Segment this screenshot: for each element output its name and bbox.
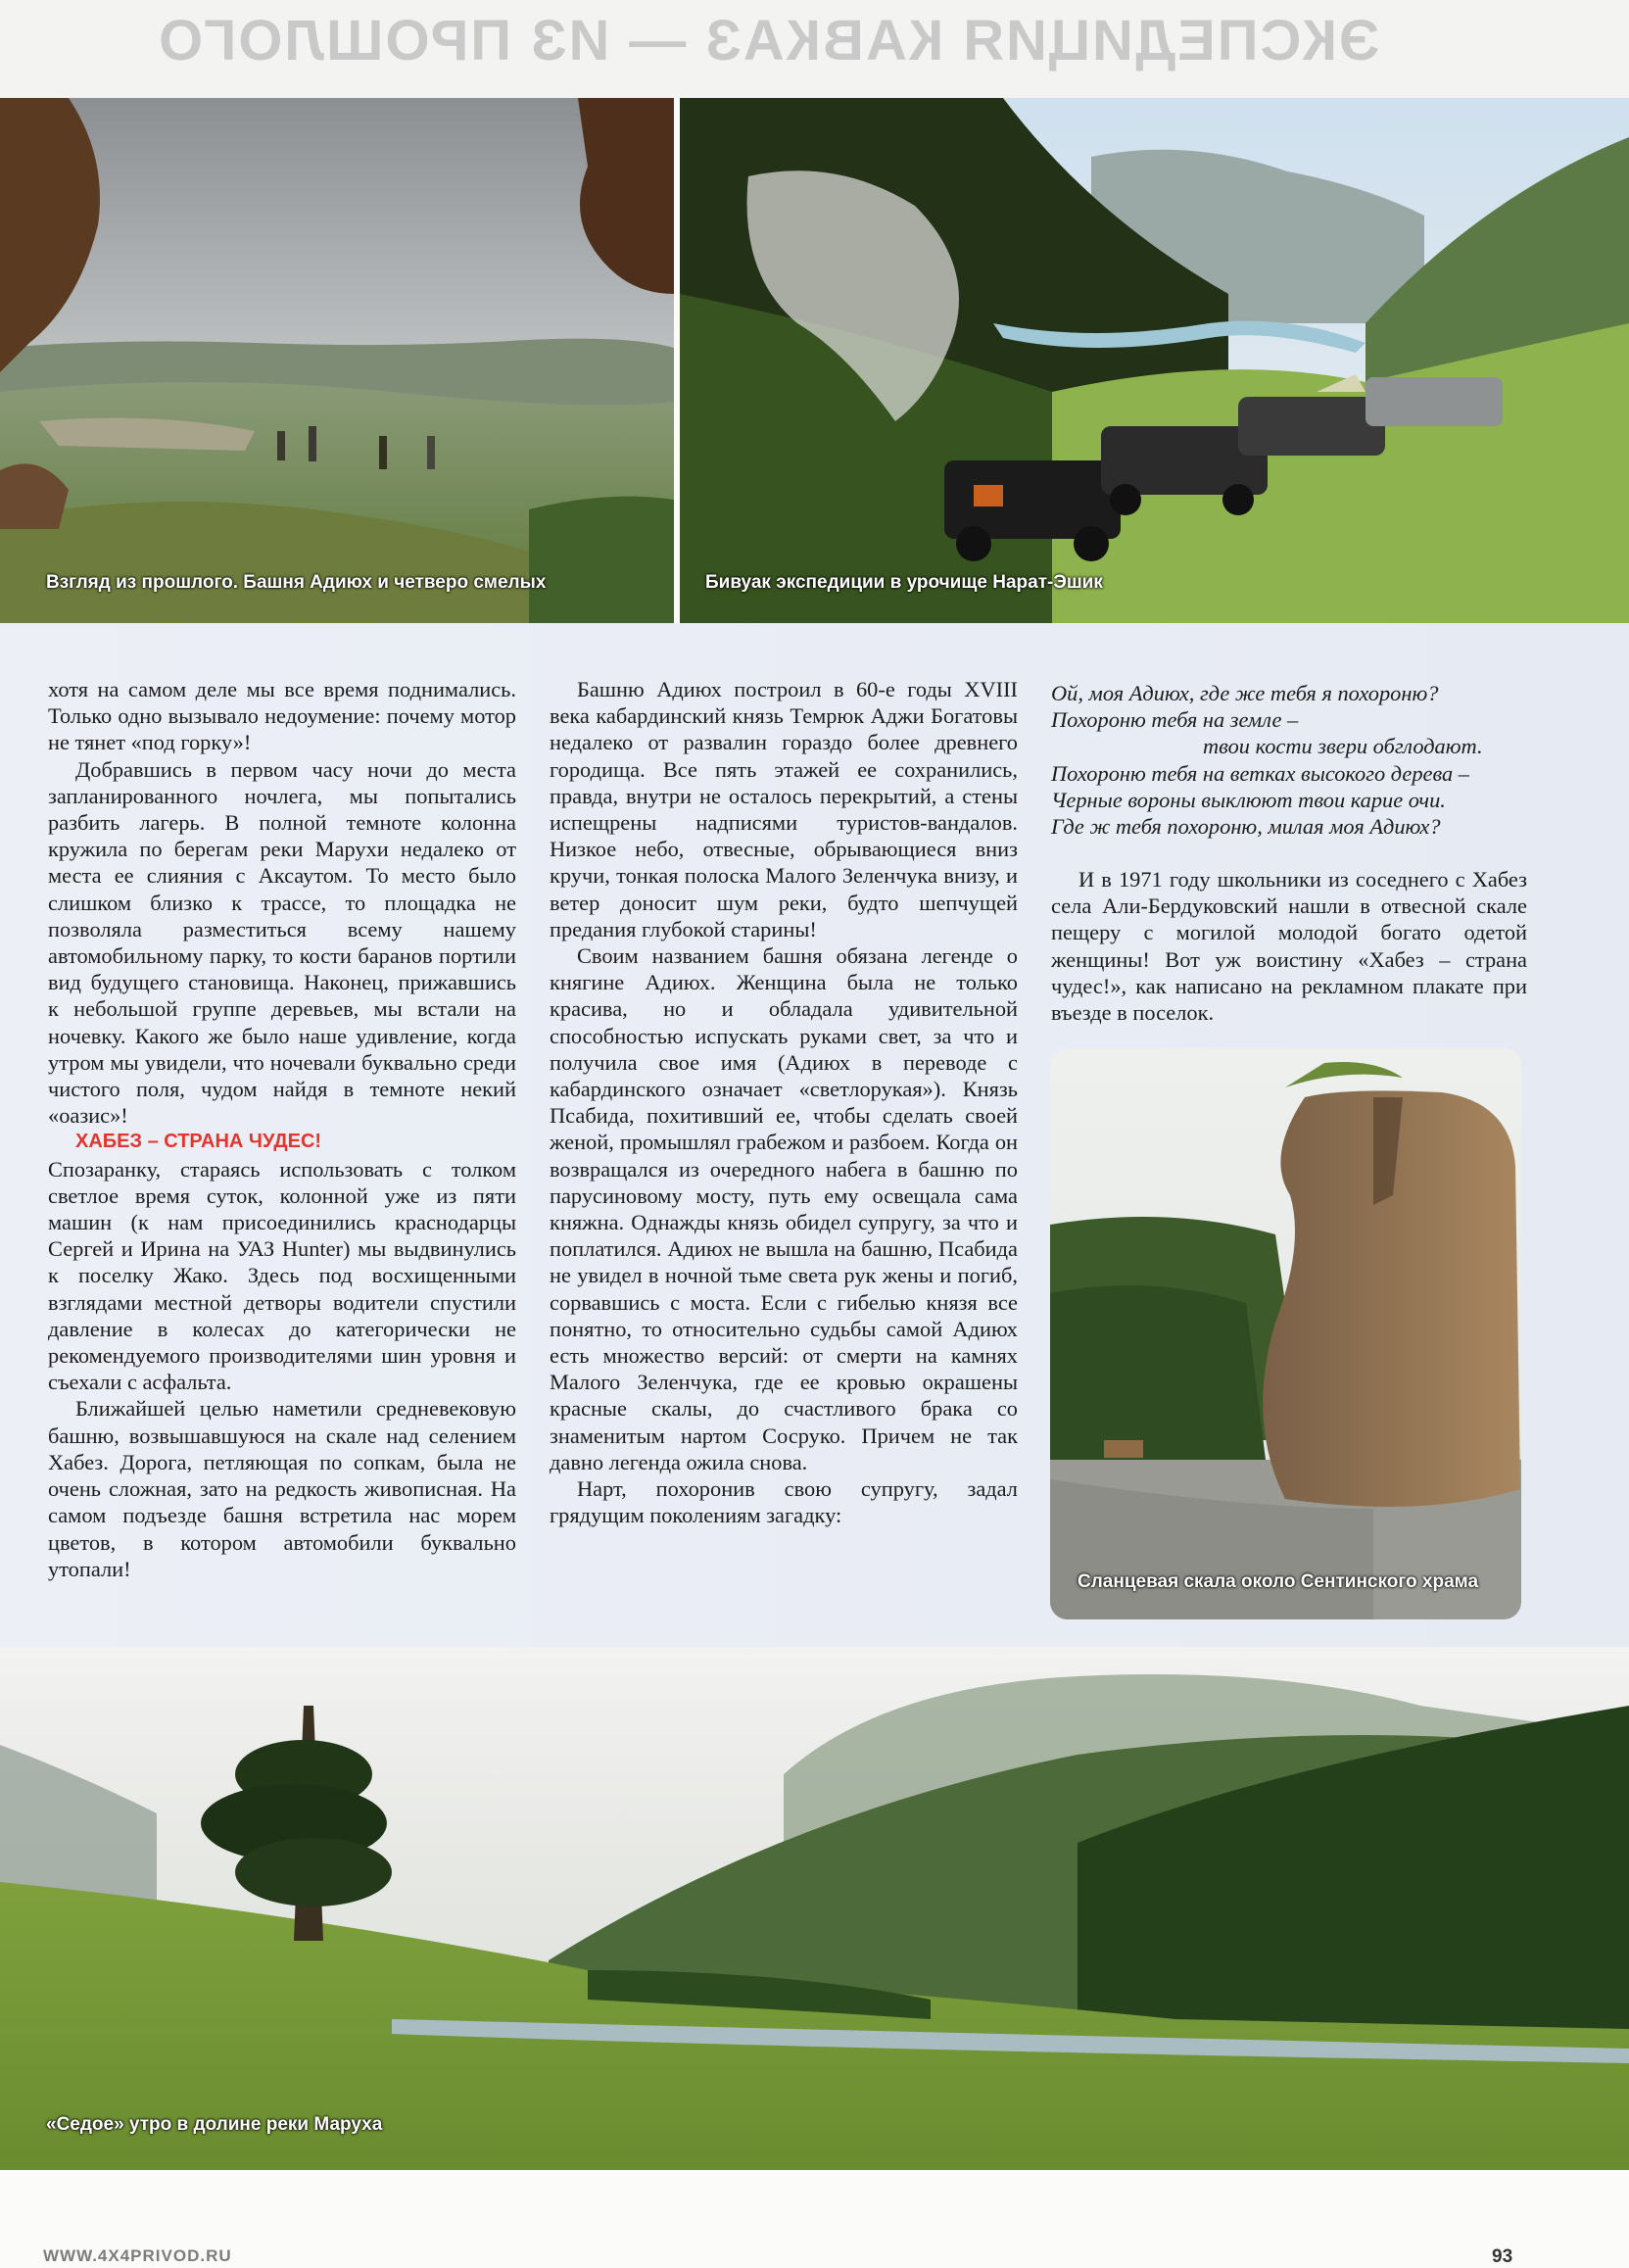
poem-line: Ой, моя Адиюх, где же тебя я похороню? xyxy=(1051,681,1439,705)
section-subheading: ХАБЕЗ – СТРАНА ЧУДЕС! xyxy=(75,1131,322,1153)
photo-tower-view xyxy=(0,98,674,623)
photo-caption: Взгляд из прошлого. Башня Адиюх и четверо смелых xyxy=(46,572,547,593)
article-column-1 xyxy=(48,676,516,1582)
paragraph: хотя на самом деле мы все время поднимались. Только одно вызывало недоумение: почему мотор не тянет «под горку»! xyxy=(48,677,516,755)
photo-valley-image xyxy=(0,1647,1629,2170)
paragraph: Спозаранку, стараясь использовать с толком светлое время суток, колонной уже из пяти машин (к нам присоединились краснодарцы Сергей и Ирина на УАЗ Hunter) мы выдвинулись к поселку Жако. Здесь под восхищенными взглядами местной детворы водители спустили давление в колесах до категорически не рекомендуемого производителями шин уровня и съехали с асфальта. xyxy=(48,1156,516,1395)
footer-website: WWW.4X4PRIVOD.RU xyxy=(43,2246,232,2265)
photo-camp xyxy=(680,98,1629,623)
paragraph: Своим названием башня обязана легенде о княгине Адиюх. Женщина была не только красива, но и обладала удивительной способностью испускать руками свет, за что и получила свое имя (Адиюх в переводе с кабардинского означает «светлорукая»). Князь Псабида, похитивший ее, чтобы сделать своей женой, промышлял грабежом и разбоем. Когда он возвращался из очередного набега в башню по парусиновому мосту, путь ему освещала сама княжна. Однажды князь обидел супругу, за что и поплатился. Адиюх не вышла на башню, Псабида не увидел в ночной тьме света рук жены и погиб, сорвавшись с моста. Если с гибелью князя все понятно, то относительно судьбы самой Адиюх есть множество версий: от смерти на камнях Малого Зеленчука, где ее кровью окрашены красные скалы, до счастливого брака со знаменитым нартом Сосруко. Причем не так давно легенда ожила снова. xyxy=(550,943,1018,1474)
article-column-2 xyxy=(550,676,1018,1529)
photo-shale-rock-image xyxy=(1050,1048,1521,1619)
article-column-3 xyxy=(1051,866,1527,1026)
photo-valley xyxy=(0,1647,1629,2170)
photo-shale-rock xyxy=(1050,1048,1521,1619)
poem-line: твои кости звери обглодают. xyxy=(1203,734,1483,759)
poem-line: Где ж тебя похороню, милая моя Адиюх? xyxy=(1051,814,1441,840)
poem-line: Похороню тебя на земле – xyxy=(1051,707,1299,733)
paragraph: Добравшись в первом часу ночи до места запланированного ночлега, мы попытались разбить лагерь. В полной темноте колонна кружила по берегам реки Марухи недалеко от места ее слияния с Аксаутом. То место было слишком близко к трассе, то площадка не позволяла разместиться всему нашему автомобильному парку, то кости баранов портили вид будущего становища. Наконец, прижавшись к небольшой группе деревьев, мы встали на ночевку. Какого же было наше удивление, когда утром мы увидели, что ночевали буквально среди чистого поля, чудом найдя в темноте некий «оазис»! xyxy=(48,756,516,1129)
paragraph: И в 1971 году школьники из соседнего с Хабез села Али-Бердуковский нашли в отвесной скале пещеру с могилой молодой богато одетой женщины! Вот уж воистину «Хабез – страна чудес!», как написано на рекламном плакате при въезде в поселок. xyxy=(1051,867,1527,1026)
photo-caption: Бивуак экспедиции в урочище Нарат-Эшик xyxy=(705,572,1103,593)
paragraph: Башню Адиюх построил в 60-е годы XVIII века кабардинский князь Темрюк Аджи Богатовы недалеко от развалин гораздо более древнего городища. Все пять этажей ее сохранились, правда, внутри не осталось перекрытий, а стены испещрены надписями туристов-вандалов. Низкое небо, отвесные, обрывающиеся вниз кручи, тонкая полоска Малого Зеленчука внизу, и ветер доносит шум реки, будто шепчущей предания глубокой старины! xyxy=(550,677,1018,941)
header-ghost-text: ЭКСПЕДИЦИЯ КАВКАЗ — ИЗ ПРОШЛОГО xyxy=(157,9,1380,72)
paragraph: Нарт, похоронив свою супругу, задал грядущим поколениям загадку: xyxy=(550,1476,1018,1528)
poem xyxy=(1051,680,1541,840)
photo-tower-view-image xyxy=(0,98,674,623)
paragraph: Ближайшей целью наметили средневековую башню, возвышавшуюся на скале над селением Хабез. Дорога, петляющая по сопкам, была не очень сложная, зато на редкость живописная. На самом подъезде башня встретила нас морем цветов, в котором автомобили буквально утопали! xyxy=(48,1396,516,1581)
header-strip xyxy=(0,0,1629,98)
page-number: 93 xyxy=(1492,2246,1513,2267)
poem-line: Похороню тебя на ветках высокого дерева – xyxy=(1051,760,1470,786)
photo-camp-image xyxy=(680,98,1629,623)
photo-caption: Сланцевая скала около Сентинского храма xyxy=(1078,1571,1479,1592)
poem-line: Черные вороны выклюют твои карие очи. xyxy=(1051,787,1446,812)
photo-caption: «Седое» утро в долине реки Маруха xyxy=(46,2114,383,2135)
